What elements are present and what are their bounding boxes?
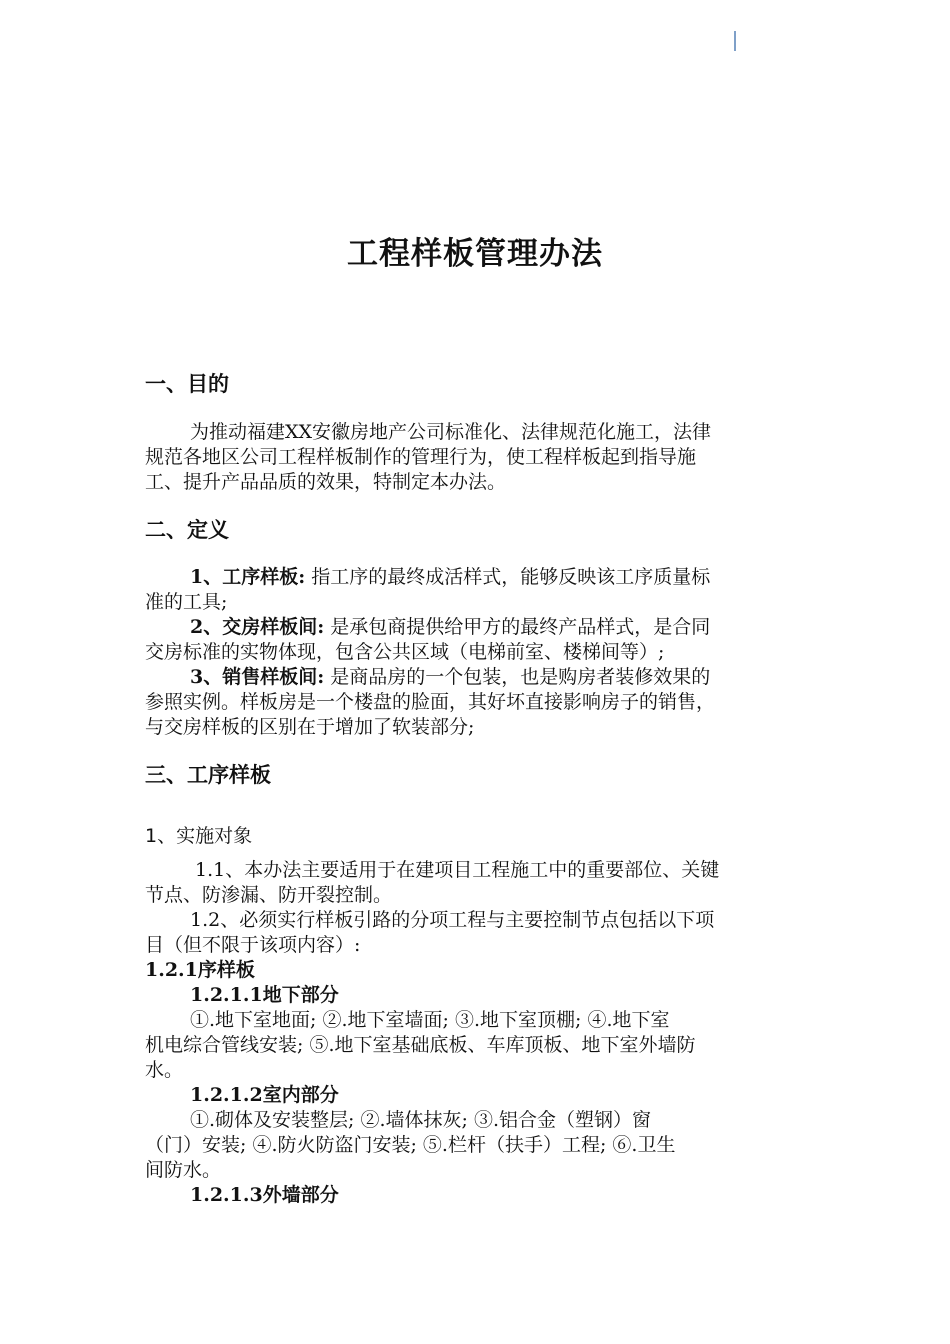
definition-label: 1、工序样板:	[190, 566, 306, 588]
clause-heading: 1.2.1序样板	[145, 959, 255, 981]
paragraph-line: 工、提升产品品质的效果，特制定本办法。	[145, 471, 507, 493]
section-heading-process-sample: 三、工序样板	[145, 763, 271, 787]
header-mark	[734, 31, 736, 51]
paragraph-line: 间防水。	[145, 1159, 222, 1181]
clause-heading: 1.2.1.1地下部分	[190, 984, 339, 1006]
definition-text: 是商品房的一个包装，也是购房者装修效果的	[330, 666, 711, 688]
definition-label: 3、销售样板间:	[190, 666, 325, 688]
definition-label: 2、交房样板间:	[190, 616, 325, 638]
paragraph-line: 准的工具;	[145, 591, 228, 613]
clause-heading: 1.2.1.2室内部分	[190, 1084, 339, 1106]
paragraph-line: 机电综合管线安装; ⑤.地下室基础底板、车库顶板、地下室外墙防	[145, 1034, 696, 1056]
paragraph-line: ①.地下室地面; ②.地下室墙面; ③.地下室顶棚; ④.地下室	[190, 1009, 670, 1031]
paragraph-line: 1.2、必须实行样板引路的分项工程与主要控制节点包括以下项	[190, 909, 715, 931]
paragraph-line: ①.砌体及安装整层; ②.墙体抹灰; ③.铝合金（塑钢）窗	[190, 1109, 652, 1131]
definition-3	[190, 665, 710, 689]
paragraph-line: 规范各地区公司工程样板制作的管理行为，使工程样板起到指导施	[145, 446, 697, 468]
paragraph-line: （门）安装; ④.防火防盗门安装; ⑤.栏杆（扶手）工程; ⑥.卫生	[145, 1134, 676, 1156]
paragraph-line: 参照实例。样板房是一个楼盘的脸面，其好坏直接影响房子的销售，	[145, 691, 716, 713]
paragraph-line: 目（但不限于该项内容）:	[145, 934, 361, 956]
definition-1	[190, 565, 710, 589]
paragraph-line: 为推动福建XX安徽房地产公司标准化、法律规范化施工，法律	[190, 421, 712, 443]
definition-text: 是承包商提供给甲方的最终产品样式，是合同	[330, 616, 711, 638]
section-heading-definition: 二、定义	[145, 518, 229, 542]
paragraph-line: 与交房样板的区别在于增加了软装部分;	[145, 716, 475, 738]
paragraph-line: 交房标准的实物体现，包含公共区域（电梯前室、楼梯间等）;	[145, 641, 665, 663]
subsection-heading: 1、实施对象	[145, 825, 253, 847]
document-title: 工程样板管理办法	[347, 236, 603, 272]
clause-heading: 1.2.1.3外墙部分	[190, 1184, 339, 1206]
paragraph-line: 1.1、本办法主要适用于在建项目工程施工中的重要部位、关键	[195, 859, 720, 881]
paragraph-line: 节点、防渗漏、防开裂控制。	[145, 884, 393, 906]
paragraph-line: 水。	[145, 1059, 184, 1081]
section-heading-purpose: 一、目的	[145, 372, 229, 396]
definition-2	[190, 615, 710, 639]
definition-text: 指工序的最终成活样式，能够反映该工序质量标	[311, 566, 711, 588]
